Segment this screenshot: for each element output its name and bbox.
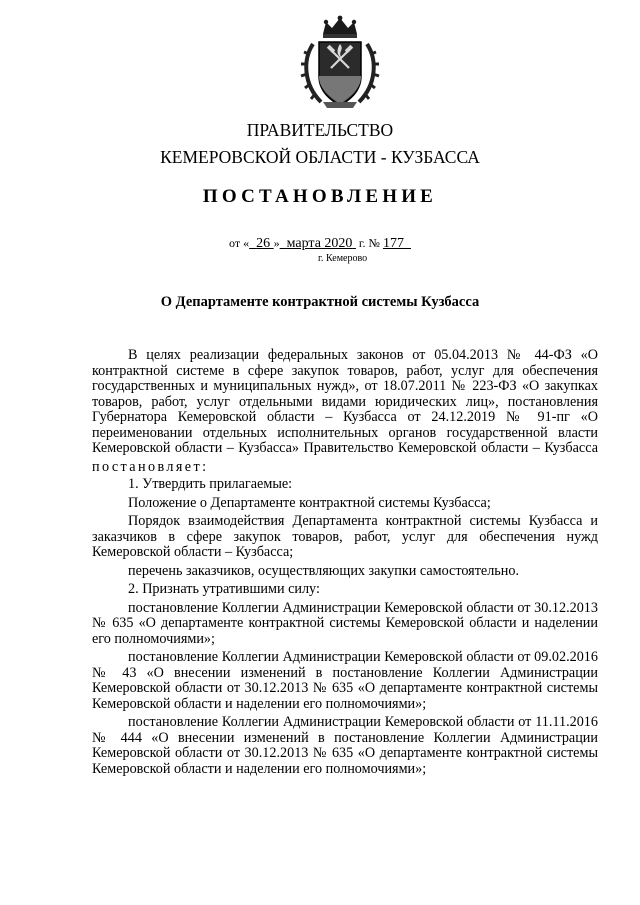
- list-item: 1. Утвердить прилагаемые:: [128, 476, 293, 492]
- list-item: постановление Коллегии Администрации Кемеровской области от 09.02.2016 № 43 «О внесении изменений в постановление Коллегии Администрации Кемеровской области от 30.12.2013 № 635 «О департаменте контрактной системы Кемеровской области и наделении его полномочиями»;: [92, 649, 598, 712]
- list-item: 2. Признать утратившими силу:: [128, 581, 320, 597]
- document-number: 177: [382, 236, 404, 251]
- list-item: Положение о Департаменте контрактной системы Кузбасса;: [128, 494, 491, 511]
- date-prefix: от «: [229, 236, 250, 250]
- date-mid: »: [273, 236, 280, 250]
- government-name-line2: КЕМЕРОВСКОЙ ОБЛАСТИ - КУЗБАССА: [160, 147, 480, 167]
- kuzbass-coat-of-arms-icon: [297, 14, 383, 112]
- decree-word: постановляет:: [92, 458, 209, 475]
- list-item: постановление Коллегии Администрации Кемеровской области от 11.11.2016 № 444 «О внесении изменений в постановление Коллегии Администрации Кемеровской области от 30.12.2013 № 635 «О департаменте контрактной системы Кемеровской области и наделении его полномочиями»;: [92, 714, 598, 777]
- document-subject: О Департаменте контрактной системы Кузбасса: [160, 294, 480, 310]
- document-city: г. Кемерово: [318, 253, 368, 264]
- document-type-title: ПОСТАНОВЛЕНИЕ: [202, 186, 438, 207]
- government-name-line1: ПРАВИТЕЛЬСТВО: [246, 120, 394, 140]
- preamble-paragraph: В целях реализации федеральных законов от 05.04.2013 № 44-ФЗ «О контрактной системе в сфере закупок товаров, работ, услуг для обеспечения государственных и муниципальных нужд», от 18.07.2011 № 223-ФЗ «О закупках товаров, работ, услуг отдельными видами юридических лиц», постановления Губернатора Кемеровской области – Кузбасса от 24.12.2019 № 91-пг «О переименовании отдельных исполнительных органов государственной власти Кемеровской области – Кузбасса» Правительство Кемеровской области – Кузбасса: [92, 347, 598, 456]
- date-year-suffix: г.: [358, 236, 366, 250]
- list-item: перечень заказчиков, осуществляющих закупки самостоятельно.: [128, 562, 519, 579]
- document-body: [92, 348, 598, 780]
- document-date-line: [0, 236, 640, 252]
- date-day: 26: [256, 236, 271, 251]
- list-item: постановление Коллегии Администрации Кемеровской области от 30.12.2013 № 635 «О департаменте контрактной системы Кемеровской области и наделении его полномочиями»;: [92, 599, 598, 647]
- date-month-year: марта 2020: [286, 236, 353, 251]
- list-item: Порядок взаимодействия Департамента контрактной системы Кузбасса и заказчиков в сфере закупок товаров, работ, услуг для обеспечения нужд Кемеровской области – Кузбасса;: [92, 513, 598, 560]
- document-number-label: №: [368, 236, 380, 250]
